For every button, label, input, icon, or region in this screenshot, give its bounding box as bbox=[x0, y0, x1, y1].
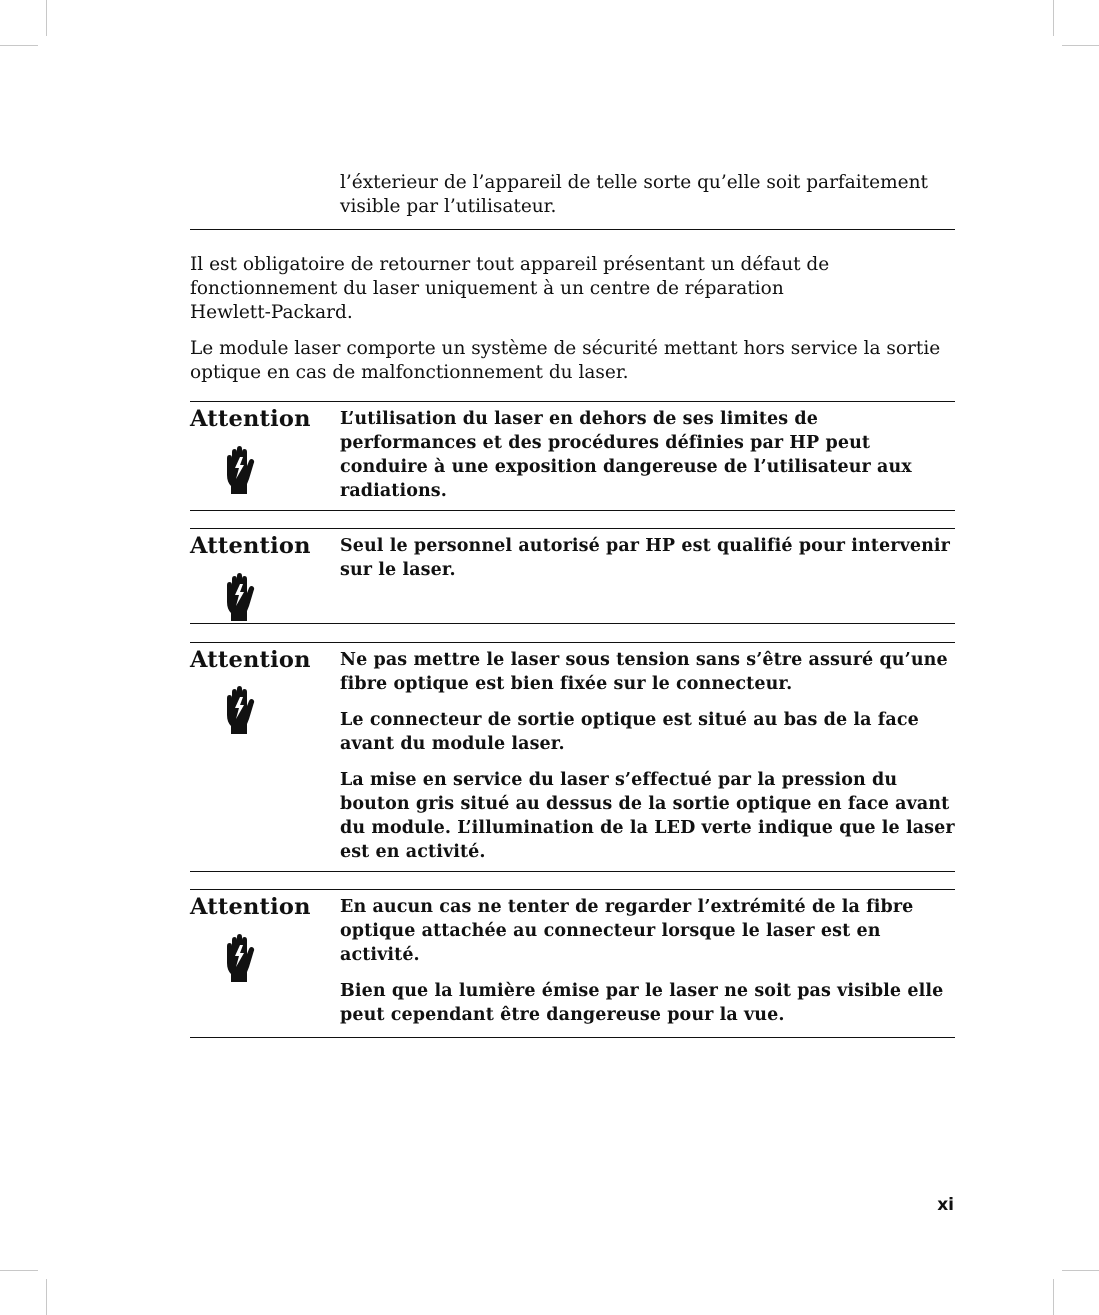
crop-mark bbox=[0, 1270, 38, 1271]
crop-mark bbox=[0, 45, 38, 46]
divider bbox=[190, 889, 955, 890]
warning-text bbox=[340, 648, 960, 876]
divider bbox=[190, 401, 955, 402]
crop-mark bbox=[1053, 0, 1054, 36]
warning-hand-icon bbox=[223, 684, 257, 734]
crop-mark bbox=[1062, 1270, 1099, 1271]
warning-label: Attention bbox=[190, 406, 311, 432]
warning-paragraph: En aucun cas ne tenter de regarder l’extrémité de la fibre optique attachée au connecteur lorsque le laser est en activité. bbox=[340, 897, 914, 965]
divider bbox=[190, 623, 955, 624]
warning-hand-icon bbox=[223, 932, 257, 982]
crop-mark bbox=[46, 1279, 47, 1315]
body-paragraph: Il est obligatoire de retourner tout appareil présentant un défaut de fonctionnement du laser uniquement à un centre de réparation Hewlett-Packard. bbox=[190, 254, 830, 323]
warning-text bbox=[340, 534, 960, 594]
divider bbox=[190, 871, 955, 872]
warning-paragraph: La mise en service du laser s’effectué par la pression du bouton gris situé au dessus de la sortie optique en face avant du module. L’illumination de la LED verte indique que le laser est en activité. bbox=[340, 770, 955, 862]
warning-hand-icon bbox=[223, 444, 257, 494]
warning-text bbox=[340, 895, 960, 1039]
divider bbox=[190, 1037, 955, 1038]
warning-paragraph: Le connecteur de sortie optique est situé au bas de la face avant du module laser. bbox=[340, 710, 919, 754]
warning-paragraph: Bien que la lumière émise par le laser ne soit pas visible elle peut cependant être dangereuse pour la vue. bbox=[340, 981, 944, 1025]
divider bbox=[190, 510, 955, 511]
warning-paragraph: Seul le personnel autorisé par HP est qualifié pour intervenir sur le laser. bbox=[340, 536, 950, 580]
continuation-text: l’éxterieur de l’appareil de telle sorte qu’elle soit parfaitement visible par l’utilisateur. bbox=[340, 172, 928, 217]
warning-label: Attention bbox=[190, 647, 311, 673]
divider bbox=[190, 528, 955, 529]
crop-mark bbox=[46, 0, 47, 36]
divider bbox=[190, 229, 955, 230]
warning-label: Attention bbox=[190, 533, 311, 559]
warning-paragraph: L’utilisation du laser en dehors de ses limites de performances et des procédures définies par HP peut conduire à une exposition dangereuse de l’utilisateur aux radiations. bbox=[340, 409, 912, 501]
page-number: xi bbox=[937, 1195, 954, 1215]
warning-text bbox=[340, 407, 960, 515]
warning-paragraph: Ne pas mettre le laser sous tension sans s’être assuré qu’une fibre optique est bien fixée sur le connecteur. bbox=[340, 650, 948, 694]
body-paragraph: Le module laser comporte un système de sécurité mettant hors service la sortie optique en cas de malfonctionnement du laser. bbox=[190, 338, 941, 383]
warning-label: Attention bbox=[190, 894, 311, 920]
warning-hand-icon bbox=[223, 571, 257, 621]
crop-mark bbox=[1053, 1279, 1054, 1315]
divider bbox=[190, 642, 955, 643]
crop-mark bbox=[1062, 45, 1099, 46]
